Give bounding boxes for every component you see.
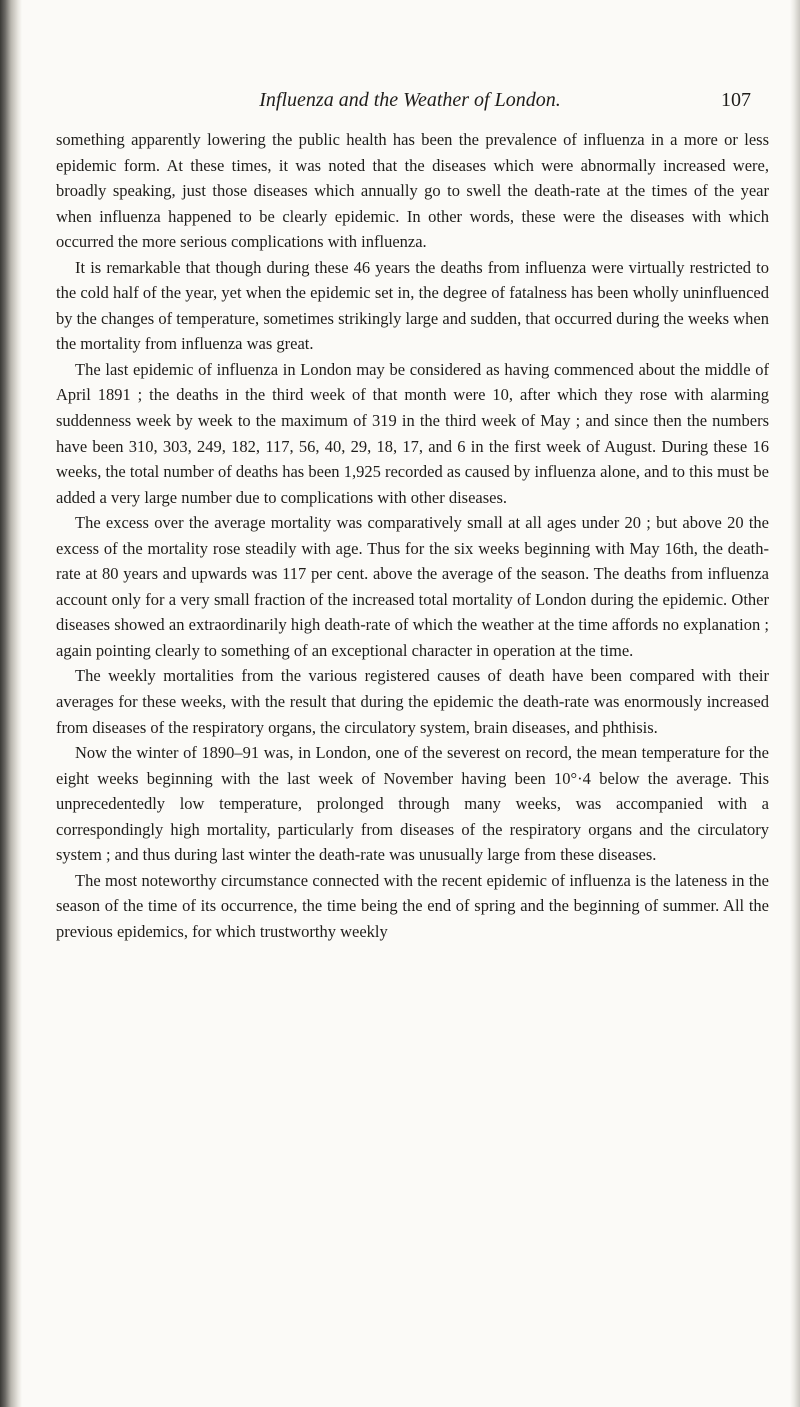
running-title: Influenza and the Weather of London.	[259, 89, 561, 111]
paragraph-4: The excess over the average mortality was comparatively small at all ages under 20 ; but above 20 the excess of the mortality rose steadily with age. Thus for the six weeks beginning with May 16th, the death-rate at 80 years and upwards was 117 per cent. above the average of the season. The deaths from influenza account only for a very small fraction of the increased total mortality of London during the epidemic. Other diseases showed an extraordinarily high death-rate of which the weather at the time affords no explanation ; again pointing clearly to something of an exceptional character in operation at the time.	[56, 513, 769, 660]
paragraph-5: The weekly mortalities from the various registered causes of death have been compared with their averages for these weeks, with the result that during the epidemic the death-rate was enormously increased from diseases of the respiratory organs, the circulatory system, brain diseases, and phthisis.	[56, 666, 769, 737]
page-number: 107	[721, 89, 751, 111]
page-header	[60, 86, 760, 116]
page-gutter-shadow	[0, 0, 22, 1407]
body-text	[56, 127, 769, 945]
page-edge-right	[790, 0, 800, 1407]
paragraph-7: The most noteworthy circumstance connected with the recent epidemic of influenza is the lateness in the season of the time of its occurrence, the time being the end of spring and the beginning of summer. All the previous epidemics, for which trustworthy weekly	[56, 870, 769, 941]
paragraph-2: It is remarkable that though during these 46 years the deaths from influenza were virtually restricted to the cold half of the year, yet when the epidemic set in, the degree of fatalness has been wholly uninfluenced by the changes of temperature, sometimes strikingly large and sudden, that occurred during the weeks when the mortality from influenza was great.	[56, 257, 769, 354]
paragraph-1: something apparently lowering the public health has been the prevalence of influenza in a more or less epidemic form. At these times, it was noted that the diseases which were abnormally increased were, broadly speaking, just those diseases which annually go to swell the death-rate at the times of the year when influenza happened to be clearly epidemic. In other words, these were the diseases with which occurred the more serious complications with influenza.	[56, 130, 769, 252]
paragraph-3: The last epidemic of influenza in London may be considered as having commenced about the middle of April 1891 ; the deaths in the third week of that month were 10, after which they rose with alarming suddenness week by week to the maximum of 319 in the third week of May ; and since then the numbers have been 310, 303, 249, 182, 117, 56, 40, 29, 18, 17, and 6 in the first week of August. During these 16 weeks, the total number of deaths has been 1,925 recorded as caused by influenza alone, and to this must be added a very large number due to complications with other diseases.	[56, 359, 769, 507]
paragraph-6: Now the winter of 1890–91 was, in London, one of the severest on record, the mean temperature for the eight weeks beginning with the last week of November having been 10°·4 below the average. This unprecedentedly low temperature, prolonged through many weeks, was accompanied with a correspondingly high mortality, particularly from diseases of the respiratory organs and the circulatory system ; and thus during last winter the death-rate was unusually large from these diseases.	[56, 743, 769, 865]
